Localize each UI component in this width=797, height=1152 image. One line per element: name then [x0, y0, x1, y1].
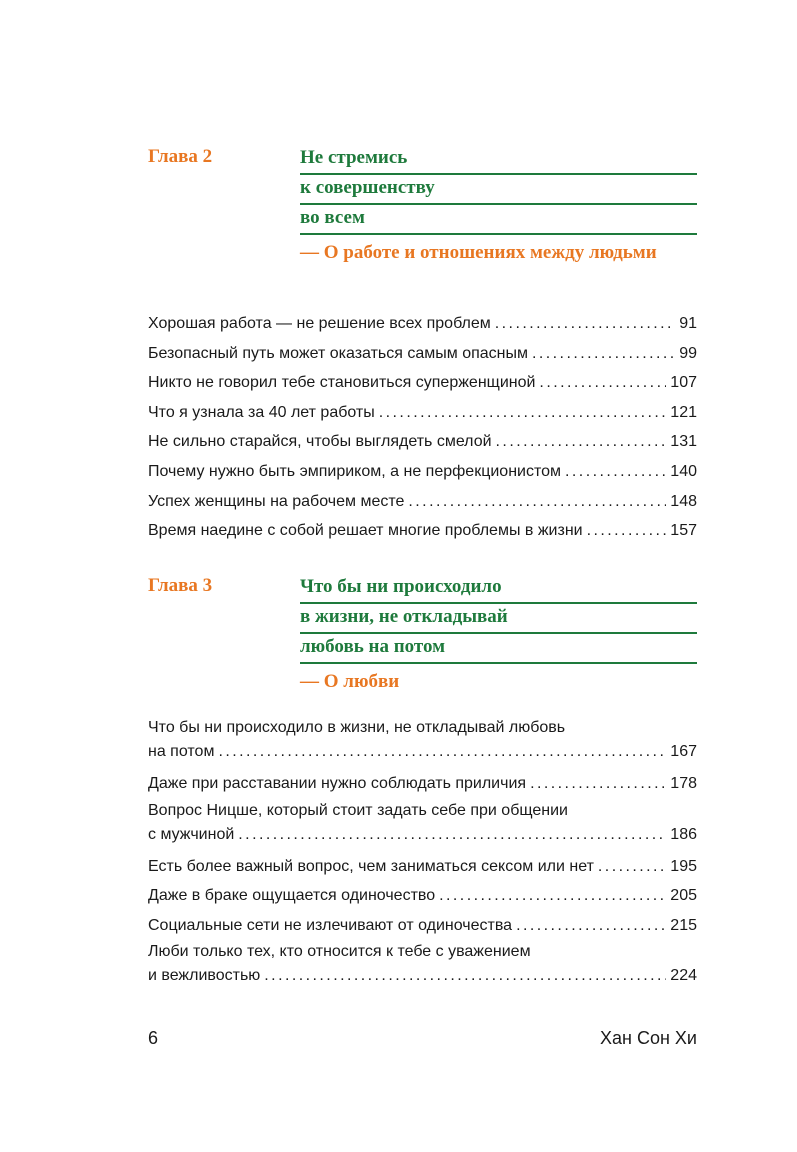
dot-leader: [598, 852, 666, 882]
dot-leader: [539, 368, 666, 398]
toc-entry-title: Что я узнала за 40 лет работы: [148, 403, 375, 421]
toc-entry-title: Социальные сети не излечивают от одиночества: [148, 916, 513, 934]
dot-leader: [532, 339, 675, 369]
toc-entry[interactable]: [148, 427, 697, 457]
toc-entry[interactable]: [148, 852, 697, 882]
chapter-title: [300, 575, 697, 694]
toc-entry-page: 91: [679, 315, 697, 332]
toc-entry[interactable]: [148, 309, 697, 339]
toc-entry-page: 107: [670, 374, 697, 392]
toc-entry[interactable]: [148, 487, 697, 517]
dot-leader: [408, 487, 666, 517]
toc-list-chapter-2: [148, 309, 697, 546]
toc-entry-title: Успех женщины на рабочем месте: [148, 492, 405, 510]
toc-entry-page: 131: [670, 433, 697, 451]
toc-entry-title-line: Что бы ни происходило в жизни, не откладывай любовь: [148, 719, 566, 736]
toc-entry-page: 140: [670, 462, 697, 480]
toc-entry[interactable]: [148, 769, 697, 799]
chapter-title: [300, 146, 697, 265]
dot-leader: [439, 881, 666, 911]
toc-entry-title: на потом: [148, 743, 215, 760]
toc-entry-page: 195: [670, 857, 697, 875]
dot-leader: [495, 309, 675, 339]
chapter-title-line: Что бы ни происходило: [300, 575, 697, 604]
toc-entry-title: Безопасный путь может оказаться самым опасным: [148, 344, 528, 362]
toc-entry-title: с мужчиной: [148, 825, 235, 843]
chapter-title-line: в жизни, не откладывай: [300, 605, 697, 634]
toc-entry-page: 215: [670, 916, 697, 934]
chapter-title-line: любовь на потом: [300, 635, 697, 664]
toc-entry-title: Никто не говорил тебе становиться суперженщиной: [148, 374, 536, 392]
toc-entry-page: 167: [670, 743, 697, 760]
toc-entry-page: 157: [670, 522, 697, 540]
page-footer: [148, 1028, 697, 1049]
author-name: Хан Сон Хи: [600, 1028, 697, 1048]
toc-entry[interactable]: [148, 339, 697, 369]
toc-entry-title: Время наедине с собой решает многие проблемы в жизни: [148, 522, 583, 540]
toc-entry-title-line: Вопрос Ницше, который стоит задать себе при общении: [148, 801, 568, 819]
dot-leader: [496, 427, 667, 457]
toc-entry[interactable]: [148, 457, 697, 487]
toc-entry-title: и вежливостью: [148, 967, 261, 985]
toc-entry-title-line: Люби только тех, кто относится к тебе с уважением: [148, 943, 531, 961]
toc-entry-page: 148: [670, 492, 697, 510]
dot-leader: [516, 911, 666, 941]
toc-entry-title: Даже в браке ощущается одиночество: [148, 887, 436, 905]
toc-entry[interactable]: [148, 368, 697, 398]
dot-leader: [218, 740, 666, 764]
toc-entry-page: 121: [670, 403, 697, 421]
toc-entry-page: 205: [670, 887, 697, 905]
dot-leader: [587, 516, 667, 546]
chapter-title-line: Не стремись: [300, 146, 697, 175]
toc-entry[interactable]: [148, 516, 697, 546]
dot-leader: [565, 457, 666, 487]
chapter-subtitle: — О любви: [300, 671, 400, 692]
toc-entry-title: Не сильно старайся, чтобы выглядеть смелой: [148, 433, 492, 451]
toc-entry-page: 99: [679, 344, 697, 362]
toc-entry[interactable]: [148, 881, 697, 911]
toc-entry-title: Даже при расставании нужно соблюдать приличия: [148, 775, 527, 792]
dot-leader: [238, 823, 666, 847]
toc-entry[interactable]: [148, 398, 697, 428]
chapter-label: Глава 3: [148, 575, 213, 596]
dot-leader: [379, 398, 667, 428]
toc-entry[interactable]: [148, 799, 697, 852]
toc-list-chapter-3: [148, 716, 697, 993]
toc-entry[interactable]: [148, 716, 697, 769]
chapter-title-line: к совершенству: [300, 176, 697, 205]
toc-entry-page: 178: [670, 775, 697, 792]
toc-entry-page: 186: [670, 825, 697, 843]
dot-leader: [530, 769, 666, 799]
chapter-subtitle: — О работе и отношениях между людьми: [300, 242, 657, 263]
toc-entry-title: Есть более важный вопрос, чем заниматься сексом или нет: [148, 857, 594, 875]
dot-leader: [264, 964, 666, 988]
toc-entry-title: Почему нужно быть эмпириком, а не перфекционистом: [148, 462, 562, 480]
toc-entry[interactable]: [148, 940, 697, 993]
chapter-label: Глава 2: [148, 146, 213, 167]
toc-entry-page: 224: [670, 967, 697, 985]
toc-entry-title: Хорошая работа — не решение всех проблем: [148, 315, 491, 332]
chapter-title-line: во всем: [300, 206, 697, 235]
toc-entry[interactable]: [148, 911, 697, 941]
page-number: 6: [148, 1028, 159, 1048]
